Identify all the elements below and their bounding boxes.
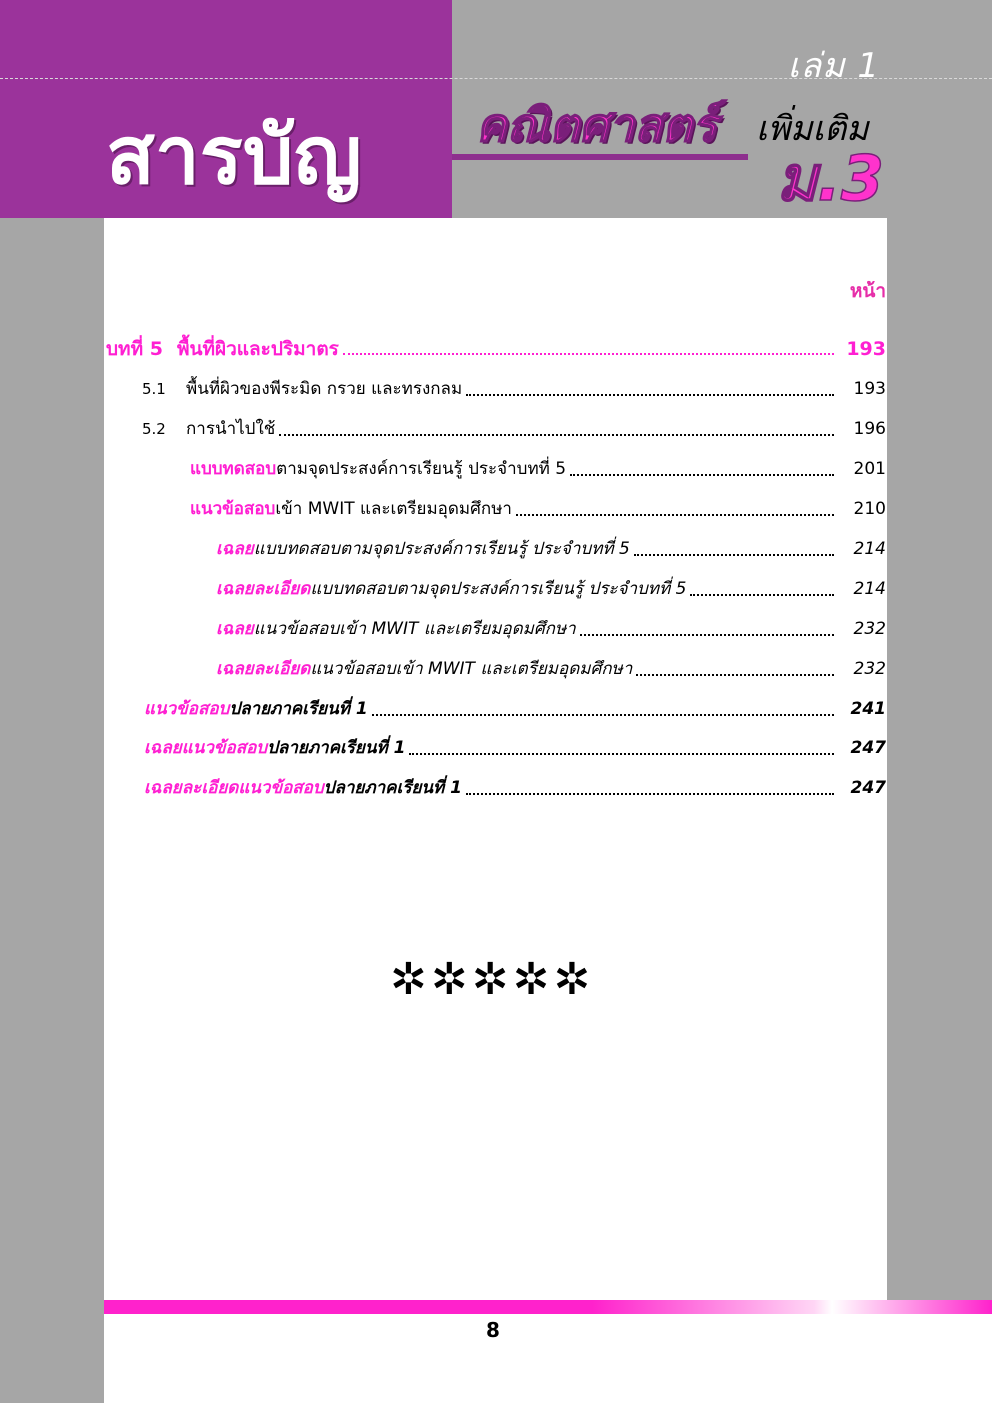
toc-answer-row[interactable]	[216, 615, 886, 643]
page-column-header: หน้า	[849, 280, 886, 302]
toc-item-row[interactable]	[190, 495, 886, 523]
grade-label: ม.3	[776, 142, 884, 215]
final-title: ปลายภาคเรียนที่ 1	[267, 738, 406, 758]
page-ref: 247	[850, 778, 886, 798]
section-title: การนำไปใช้	[186, 419, 276, 439]
toc-section-row[interactable]	[142, 375, 886, 403]
page-title: สารบัญ	[106, 109, 362, 202]
toc-final-row[interactable]	[144, 695, 886, 723]
answer-highlight: เฉลย	[216, 539, 254, 559]
subject-suffix: เพิ่มเติม	[756, 109, 869, 149]
subject-underline	[452, 154, 748, 160]
item-highlight: แนวข้อสอบ	[190, 499, 276, 519]
dot-leader	[279, 434, 834, 436]
footer-gradient-bar	[104, 1300, 992, 1314]
toc-final-row[interactable]	[144, 734, 886, 762]
answer-title: แนวข้อสอบเข้า MWIT และเตรียมอุดมศึกษา	[253, 619, 576, 639]
dot-leader	[466, 793, 834, 795]
page-ref: 201	[853, 459, 886, 479]
page-number: 8	[486, 1318, 500, 1342]
toc-section-row[interactable]	[142, 415, 886, 443]
answer-title: แบบทดสอบตามจุดประสงค์การเรียนรู้ ประจำบทที่ 5	[253, 539, 630, 559]
item-title: เข้า MWIT และเตรียมอุดมศึกษา	[275, 499, 512, 519]
page-ref: 232	[853, 659, 886, 679]
toc-answer-row[interactable]	[216, 575, 886, 603]
chapter-title: พื้นที่ผิวและปริมาตร	[176, 338, 339, 360]
dot-leader	[690, 594, 834, 596]
toc-final-row[interactable]	[144, 774, 886, 802]
left-gray-margin	[0, 218, 104, 1403]
toc-answer-row[interactable]	[216, 535, 886, 563]
final-title: ปลายภาคเรียนที่ 1	[323, 778, 462, 798]
dot-leader	[570, 474, 834, 476]
dot-leader	[634, 554, 834, 556]
dot-leader	[409, 753, 834, 755]
item-title: ตามจุดประสงค์การเรียนรู้ ประจำบทที่ 5	[276, 459, 567, 479]
toc-item-row[interactable]	[190, 455, 886, 483]
chapter-label: บทที่ 5	[106, 338, 163, 360]
answer-highlight: เฉลย	[216, 619, 254, 639]
final-title: ปลายภาคเรียนที่ 1	[229, 699, 368, 719]
end-ornament: ✲✲✲✲✲	[390, 954, 595, 1005]
answer-title: แบบทดสอบตามจุดประสงค์การเรียนรู้ ประจำบทที่ 5	[310, 579, 687, 599]
right-gray-margin	[887, 218, 992, 1300]
section-title: พื้นที่ผิวของพีระมิด กรวย และทรงกลม	[186, 379, 463, 399]
page-ref: 214	[853, 579, 886, 599]
answer-highlight: เฉลยละเอียด	[216, 579, 311, 599]
dot-leader	[466, 394, 834, 396]
dot-leader	[580, 634, 834, 636]
section-number: 5.1	[142, 380, 166, 398]
item-highlight: แบบทดสอบ	[190, 459, 277, 479]
page-ref: 247	[850, 738, 886, 758]
page-ref: 210	[853, 499, 886, 519]
dot-leader	[343, 353, 834, 355]
dot-leader	[516, 514, 834, 516]
answer-highlight: เฉลยละเอียด	[216, 659, 311, 679]
dot-leader	[372, 714, 834, 716]
toc-answer-row[interactable]	[216, 655, 886, 683]
page-ref: 193	[846, 338, 886, 360]
final-highlight: เฉลยละเอียดแนวข้อสอบ	[144, 778, 324, 798]
section-number: 5.2	[142, 420, 166, 438]
page-ref: 241	[850, 699, 886, 719]
final-highlight: เฉลยแนวข้อสอบ	[144, 738, 268, 758]
toc-chapter-row[interactable]	[106, 334, 886, 362]
page-ref: 214	[853, 539, 886, 559]
answer-title: แนวข้อสอบเข้า MWIT และเตรียมอุดมศึกษา	[310, 659, 633, 679]
subject-title: คณิตศาสตร์	[476, 98, 718, 152]
page-ref: 232	[853, 619, 886, 639]
page-ref: 193	[853, 379, 886, 399]
volume-label: เล่ม 1	[787, 46, 880, 86]
page-ref: 196	[853, 419, 886, 439]
dot-leader	[636, 674, 834, 676]
final-highlight: แนวข้อสอบ	[144, 699, 230, 719]
